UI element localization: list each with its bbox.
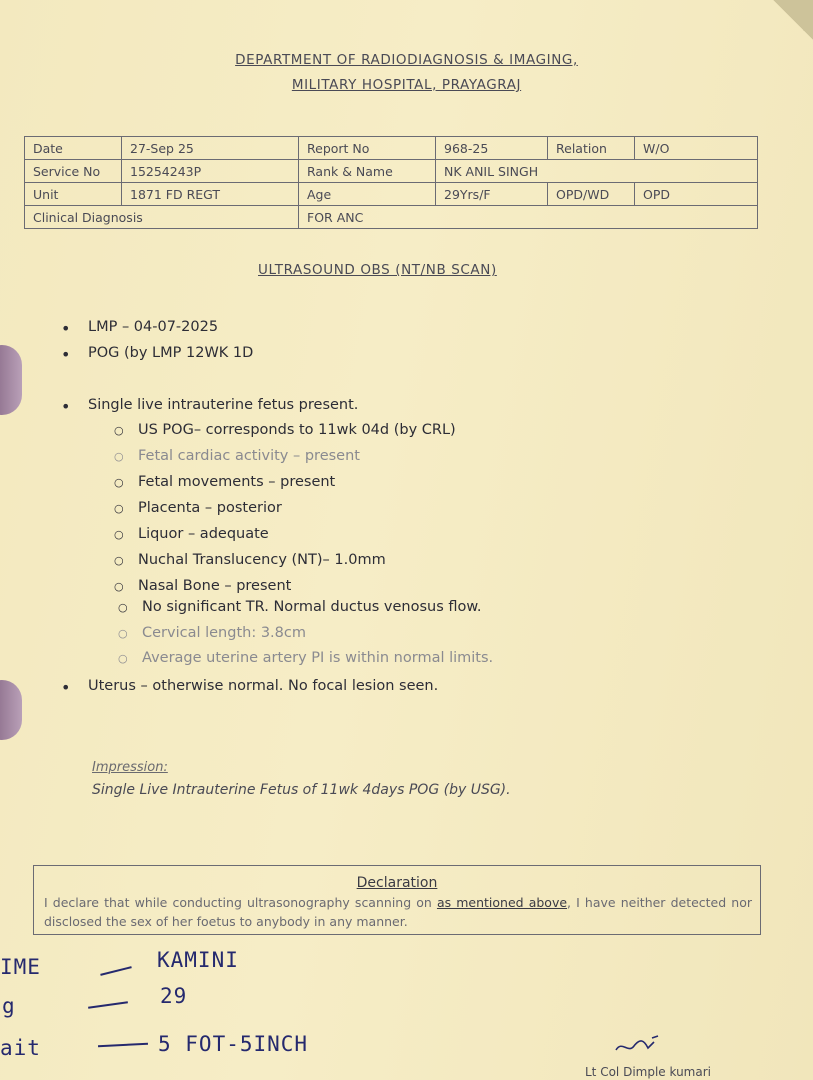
handwritten-dash bbox=[88, 1001, 128, 1009]
handwritten-label-height: ait bbox=[0, 1036, 41, 1060]
impression-text: Single Live Intrauterine Fetus of 11wk 4days POG (by USG). bbox=[92, 782, 511, 798]
circle-bullet-icon: ○ bbox=[118, 601, 128, 614]
clinical-diagnosis-value: FOR ANC bbox=[299, 206, 758, 229]
handwritten-label-age: g bbox=[2, 994, 16, 1018]
unit-label: Unit bbox=[25, 183, 122, 206]
date-value: 27-Sep 25 bbox=[122, 137, 299, 160]
sub-finding: ○ Placenta – posterior bbox=[114, 500, 282, 516]
circle-bullet-icon: ○ bbox=[114, 580, 124, 593]
lmp-text: LMP – 04-07-2025 bbox=[88, 319, 219, 335]
impression-label: Impression: bbox=[92, 760, 168, 775]
circle-bullet-icon: ○ bbox=[114, 450, 124, 463]
opd-label: OPD/WD bbox=[548, 183, 635, 206]
hospital-heading: MILITARY HOSPITAL, PRAYAGRAJ bbox=[291, 77, 522, 93]
department-heading: DEPARTMENT OF RADIODIAGNOSIS & IMAGING, bbox=[235, 52, 578, 68]
rank-name-value: NK ANIL SINGH bbox=[436, 160, 758, 183]
finger bbox=[0, 680, 22, 740]
unit-value: 1871 FD REGT bbox=[122, 183, 299, 206]
service-no-value: 15254243P bbox=[122, 160, 299, 183]
circle-bullet-icon: ○ bbox=[114, 554, 124, 567]
handwritten-value-height: 5 FOT-5INCH bbox=[158, 1032, 309, 1056]
sub-finding: ○ Cervical length: 3.8cm bbox=[118, 625, 306, 641]
declaration-text: I declare that while conducting ultrasonography scanning on as mentioned above, I have neither detected nor disclosed the sex of her foetus to anybody in any manner. bbox=[44, 895, 752, 929]
circle-bullet-icon: ○ bbox=[114, 424, 124, 437]
clinical-diagnosis-label: Clinical Diagnosis bbox=[25, 206, 299, 229]
sub-finding: ○ Nuchal Translucency (NT)– 1.0mm bbox=[114, 552, 386, 568]
age-label: Age bbox=[299, 183, 436, 206]
service-no-label: Service No bbox=[25, 160, 122, 183]
circle-bullet-icon: ○ bbox=[118, 652, 128, 665]
sub-finding: ○ Nasal Bone – present bbox=[114, 578, 292, 594]
circle-bullet-icon: ○ bbox=[114, 502, 124, 515]
handwritten-dash bbox=[98, 1043, 148, 1048]
handwritten-value-age: 29 bbox=[160, 984, 188, 1008]
scan-title: ULTRASOUND OBS (NT/NB SCAN) bbox=[258, 262, 497, 278]
folded-corner bbox=[773, 0, 813, 40]
finger bbox=[0, 345, 22, 415]
report-no-value: 968-25 bbox=[436, 137, 548, 160]
sub-finding: ○ Fetal movements – present bbox=[114, 474, 336, 490]
sub-finding: ○ Liquor – adequate bbox=[114, 526, 269, 542]
sub-finding: ○ No significant TR. Normal ductus venosus flow. bbox=[118, 599, 482, 615]
signature-scribble bbox=[612, 1034, 662, 1058]
circle-bullet-icon: ○ bbox=[118, 627, 128, 640]
date-label: Date bbox=[25, 137, 122, 160]
circle-bullet-icon: ○ bbox=[114, 476, 124, 489]
sub-finding: ○ Average uterine artery PI is within normal limits. bbox=[118, 650, 494, 666]
declaration-box bbox=[33, 865, 761, 935]
relation-label: Relation bbox=[548, 137, 635, 160]
patient-details-table bbox=[24, 136, 758, 229]
signatory-name: Lt Col Dimple kumari bbox=[585, 1065, 711, 1079]
handwritten-label-name: IME bbox=[0, 955, 41, 979]
circle-bullet-icon: ○ bbox=[114, 528, 124, 541]
age-value: 29Yrs/F bbox=[436, 183, 548, 206]
rank-name-label: Rank & Name bbox=[299, 160, 436, 183]
handwritten-value-name: KAMINI bbox=[157, 948, 239, 972]
opd-value: OPD bbox=[635, 183, 758, 206]
declaration-title: Declaration bbox=[356, 875, 438, 891]
relation-value: W/O bbox=[635, 137, 758, 160]
pog-text: POG (by LMP 12WK 1D bbox=[88, 345, 254, 361]
uterus-text: Uterus – otherwise normal. No focal lesion seen. bbox=[88, 678, 439, 694]
fetus-text: Single live intrauterine fetus present. bbox=[88, 397, 359, 413]
sub-finding: ○ US POG– corresponds to 11wk 04d (by CRL) bbox=[114, 422, 456, 438]
sub-finding: ○ Fetal cardiac activity – present bbox=[114, 448, 360, 464]
handwritten-dash bbox=[100, 966, 132, 976]
report-no-label: Report No bbox=[299, 137, 436, 160]
